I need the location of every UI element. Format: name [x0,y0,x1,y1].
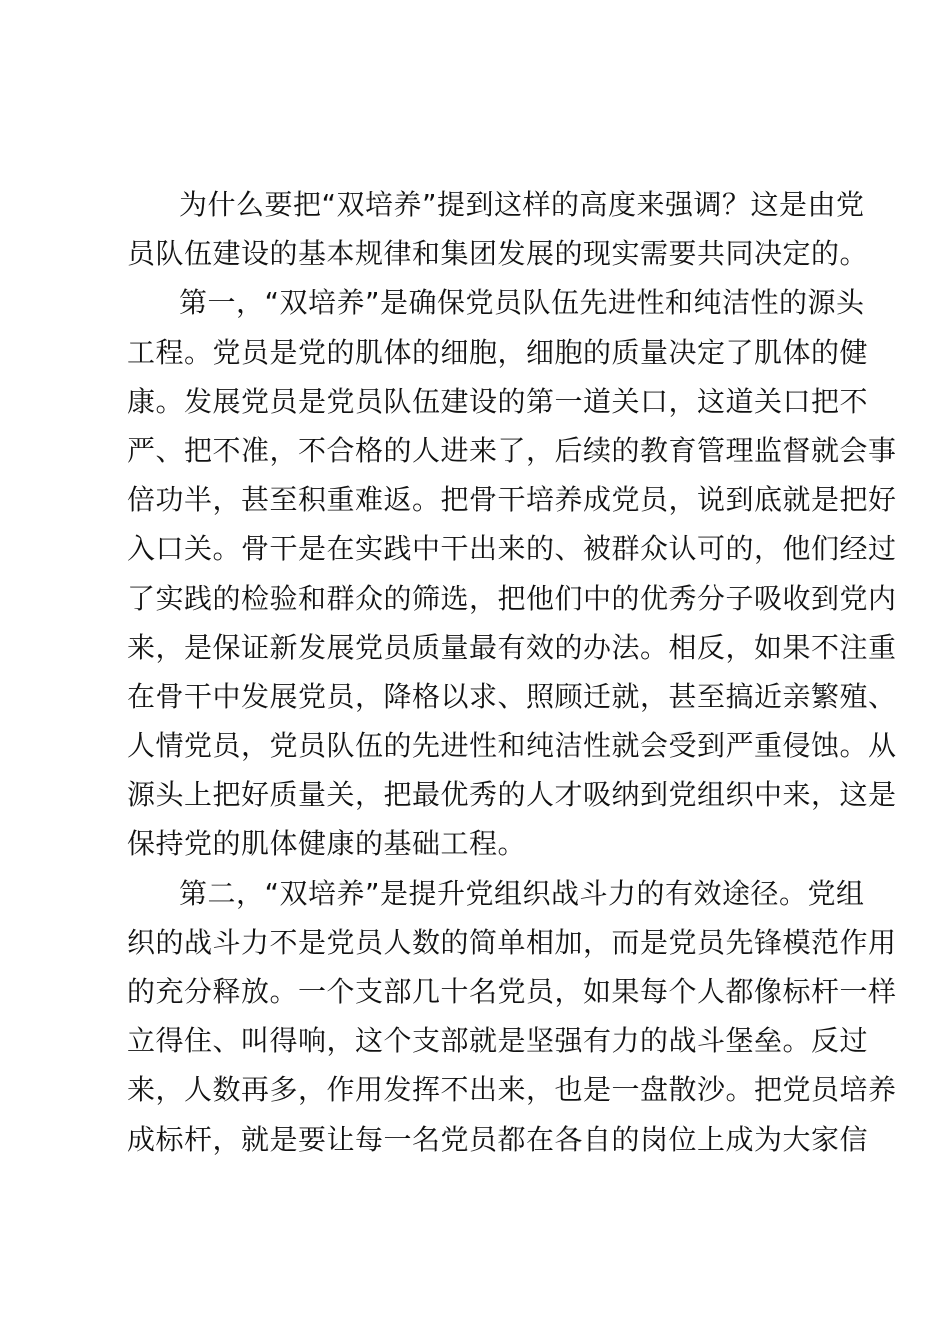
text-line: 在骨干中发展党员，降格以求、照顾迁就，甚至搞近亲繁殖、 [127,679,897,713]
text-line: 来，是保证新发展党员质量最有效的办法。相反，如果不注重 [127,630,897,664]
text-line: 工程。党员是党的肌体的细胞，细胞的质量决定了肌体的健 [127,335,869,369]
text-line: 了实践的检验和群众的筛选，把他们中的优秀分子吸收到党内 [127,581,897,615]
paragraph-first-point [127,278,897,868]
text-line: 第一，“双培养”是确保党员队伍先进性和纯洁性的源头 [179,286,865,320]
text-line: 的充分释放。一个支部几十名党员，如果每个人都像标杆一样 [127,975,897,1008]
text-line: 第二，“双培养”是提升党组织战斗力的有效途径。党组 [179,876,865,910]
text-line: 员队伍建设的基本规律和集团发展的现实需要共同决定的。 [127,237,869,271]
text-line: 严、把不准，不合格的人进来了，后续的教育管理监督就会事 [127,433,897,467]
paragraph-intro [127,180,869,278]
text-line: 成标杆，就是要让每一名党员都在各自的岗位上成为大家信 [127,1122,869,1156]
text-line: 织的战斗力不是党员人数的简单相加，而是党员先锋模范作用 [127,925,897,959]
text-line: 保持党的肌体健康的基础工程。 [127,827,527,861]
document-body [127,180,897,1164]
text-line: 来，人数再多，作用发挥不出来，也是一盘散沙。把党员培养 [127,1073,897,1107]
text-line: 倍功半，甚至积重难返。把骨干培养成党员，说到底就是把好 [127,483,897,517]
text-line: 为什么要把“双培养”提到这样的高度来强调？这是由党 [179,188,865,221]
paragraph-second-point [127,869,897,1164]
text-line: 人情党员，党员队伍的先进性和纯洁性就会受到严重侵蚀。从 [127,729,897,763]
text-line: 源头上把好质量关，把最优秀的人才吸纳到党组织中来，这是 [127,778,897,812]
text-line: 入口关。骨干是在实践中干出来的、被群众认可的，他们经过 [127,532,897,566]
text-line: 康。发展党员是党员队伍建设的第一道关口，这道关口把不 [127,384,869,418]
text-line: 立得住、叫得响，这个支部就是坚强有力的战斗堡垒。反过 [127,1024,869,1058]
